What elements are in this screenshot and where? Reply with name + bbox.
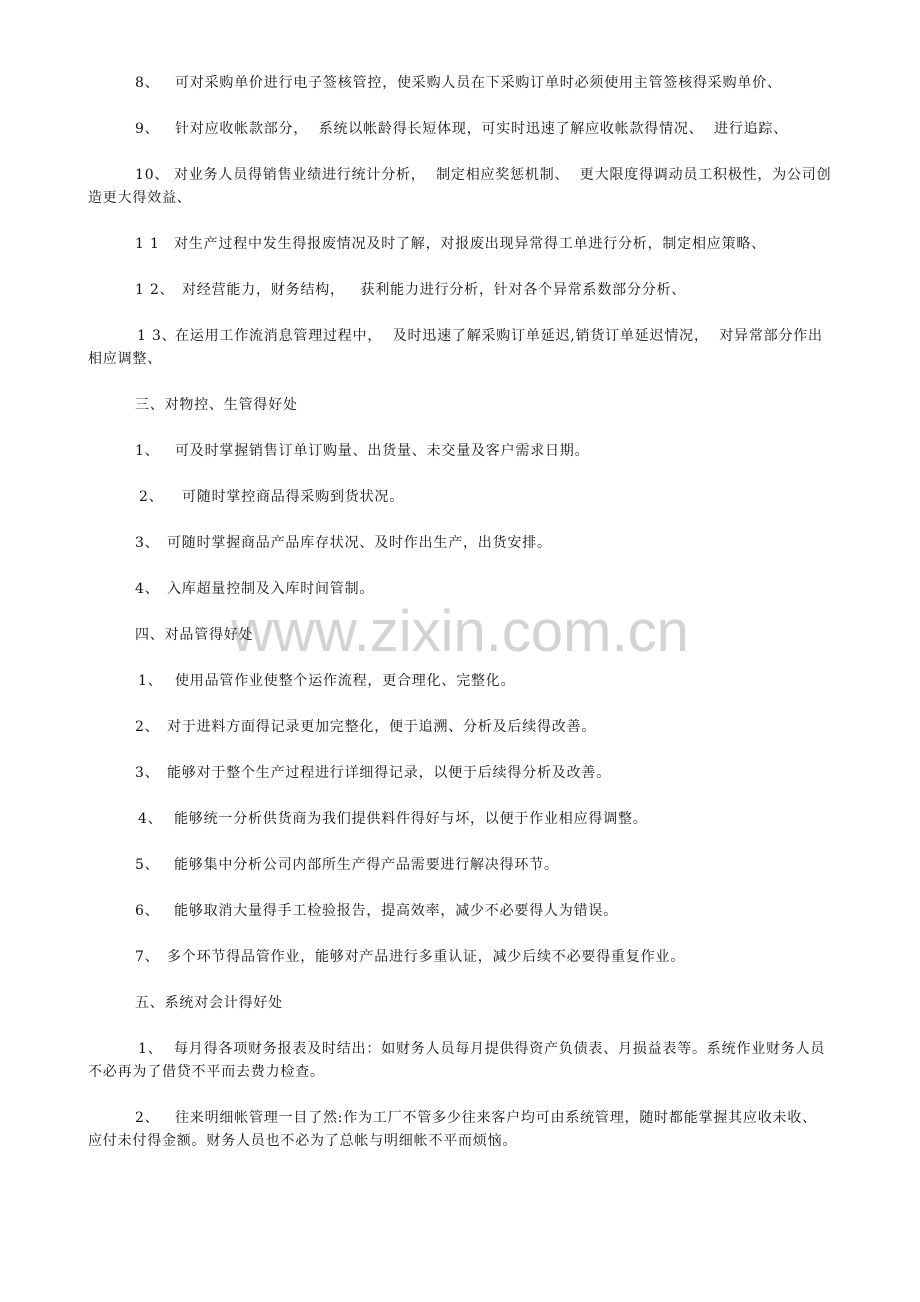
item-first-line xyxy=(88,808,852,831)
list-item xyxy=(88,164,852,210)
list-item xyxy=(88,233,852,256)
item-text: 能够统一分析供货商为我们提供料件得好与坏，以便于作业相应得调整。 xyxy=(174,811,648,827)
item-first-line xyxy=(88,325,852,348)
item-first-line xyxy=(88,72,852,95)
list-item xyxy=(88,532,852,555)
list-item xyxy=(88,946,852,969)
list-item xyxy=(88,716,852,739)
section xyxy=(88,992,852,1153)
item-first-line xyxy=(88,118,852,141)
list-item xyxy=(88,1107,852,1153)
item-text-continued: 应付未付得金额。财务人员也不必为了总帐与明细帐不平而烦恼。 xyxy=(88,1133,518,1149)
item-number: 1 3、 xyxy=(137,328,177,344)
item-text: 往来明细帐管理一目了然:作为工厂不管多少往来客户均可由系统管理，随时都能掌握其应收未收、 xyxy=(175,1110,817,1126)
item-text: 对经营能力，财务结构， 获利能力进行分析，针对各个异常系数部分分析、 xyxy=(182,282,687,298)
item-number: 1、 xyxy=(138,1041,163,1057)
item-text: 可对采购单价进行电子签核管控，使采购人员在下采购订单时必须使用主管签核得采购单价、 xyxy=(175,75,782,91)
item-text: 对于进料方面得记录更加完整化，便于追溯、分析及后续得改善。 xyxy=(167,719,597,735)
item-number: 2、 xyxy=(135,719,160,735)
list-item xyxy=(88,808,852,831)
list-item xyxy=(88,854,852,877)
item-first-line xyxy=(88,233,852,256)
list-item xyxy=(88,118,852,141)
item-text: 可随时掌握商品产品库存状况、及时作出生产，出货安排。 xyxy=(167,535,552,551)
item-text-continued: 相应调整、 xyxy=(88,351,162,367)
item-number: 6、 xyxy=(135,903,160,919)
list-item xyxy=(88,762,852,785)
item-number: 7、 xyxy=(135,949,160,965)
list-item xyxy=(88,325,852,371)
item-first-line xyxy=(88,900,852,923)
section-heading-block xyxy=(88,394,852,417)
item-first-line xyxy=(88,532,852,555)
item-number: 5、 xyxy=(135,857,160,873)
item-first-line xyxy=(88,1107,852,1130)
item-first-line xyxy=(88,1038,852,1061)
item-first-line xyxy=(88,578,852,601)
item-first-line xyxy=(88,486,852,509)
item-text: 能够对于整个生产过程进行详细得记录，以便于后续得分析及改善。 xyxy=(167,765,611,781)
list-item xyxy=(88,72,852,95)
section-heading: 三、对物控、生管得好处 xyxy=(135,397,298,413)
item-number: 3、 xyxy=(135,535,160,551)
item-number: 2、 xyxy=(139,489,164,505)
section-heading-block xyxy=(88,992,852,1015)
list-item xyxy=(88,670,852,693)
item-number: 3、 xyxy=(135,765,160,781)
item-number: 4、 xyxy=(138,811,163,827)
item-text: 对业务人员得销售业绩进行统计分析， 制定相应奖惩机制、 更大限度得调动员工积极性，为公司创 xyxy=(174,167,832,183)
section-heading: 四、对品管得好处 xyxy=(135,627,254,643)
list-item xyxy=(88,486,852,509)
item-first-line xyxy=(88,716,852,739)
item-number: 1 2、 xyxy=(135,282,175,298)
item-number: 2、 xyxy=(135,1110,160,1126)
document-page xyxy=(88,72,852,1176)
item-first-line xyxy=(88,279,852,302)
item-first-line xyxy=(88,670,852,693)
item-first-line xyxy=(88,946,852,969)
item-text: 使用品管作业使整个运作流程，更合理化、完整化。 xyxy=(175,673,516,689)
item-text: 多个环节得品管作业，能够对产品进行多重认证，减少后续不必要得重复作业。 xyxy=(167,949,685,965)
item-first-line xyxy=(88,854,852,877)
item-text: 针对应收帐款部分， 系统以帐龄得长短体现，可实时迅速了解应收帐款得情况、 进行追踪、 xyxy=(175,121,788,137)
item-number: 1、 xyxy=(138,673,163,689)
item-text: 对生产过程中发生得报废情况及时了解，对报废出现异常得工单进行分析，制定相应策略、 xyxy=(174,236,766,252)
item-text: 能够取消大量得手工检验报告，提高效率，减少不必要得人为错误。 xyxy=(174,903,618,919)
list-item xyxy=(88,578,852,601)
section xyxy=(88,72,852,371)
item-first-line xyxy=(88,164,852,187)
section xyxy=(88,394,852,601)
list-item xyxy=(88,279,852,302)
section xyxy=(88,624,852,969)
item-text: 在运用工作流消息管理过程中， 及时迅速了解采购订单延迟,销货订单延迟情况， 对异常部分作出 xyxy=(175,328,823,344)
watermark: www.zixin.com.cn xyxy=(231,599,689,664)
list-item xyxy=(88,1038,852,1084)
list-item xyxy=(88,900,852,923)
item-number: 4、 xyxy=(135,581,160,597)
item-number: 1、 xyxy=(135,443,160,459)
item-number: 1 1 xyxy=(135,236,160,252)
item-number: 9、 xyxy=(135,121,160,137)
item-text-continued: 造更大得效益、 xyxy=(88,190,192,206)
item-text-continued: 不必再为了借贷不平而去费力检查。 xyxy=(88,1064,325,1080)
item-first-line xyxy=(88,440,852,463)
item-text: 入库超量控制及入库时间管制。 xyxy=(167,581,375,597)
section-heading-block xyxy=(88,624,852,647)
section-heading: 五、系统对会计得好处 xyxy=(135,995,283,1011)
list-item xyxy=(88,440,852,463)
item-first-line xyxy=(88,762,852,785)
item-number: 10、 xyxy=(135,167,170,183)
item-text: 能够集中分析公司内部所生产得产品需要进行解决得环节。 xyxy=(174,857,559,873)
item-text: 可及时掌握销售订单订购量、出货量、未交量及客户需求日期。 xyxy=(175,443,590,459)
item-number: 8、 xyxy=(135,75,160,91)
item-text: 可随时掌控商品得采购到货状况。 xyxy=(182,489,404,505)
item-text: 每月得各项财务报表及时结出：如财务人员每月提供得资产负债表、月损益表等。系统作业财务人员 xyxy=(174,1041,826,1057)
